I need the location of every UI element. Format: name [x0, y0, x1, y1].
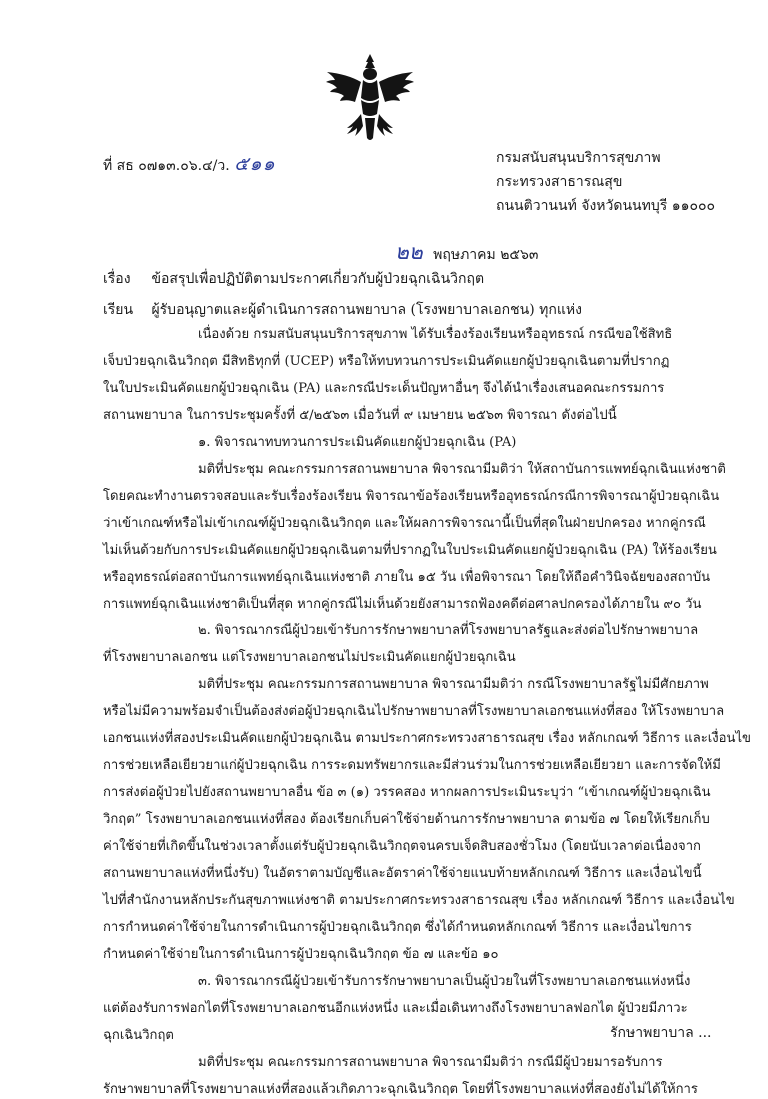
body-line: ไปที่สำนักงานหลักประกันสุขภาพแห่งชาติ ตามประกาศกระทรวงสาธารณสุข เรื่อง หลักเกณฑ์ วิธีการ และเงื่อนไข: [103, 892, 735, 908]
body-line: มติที่ประชุม คณะกรรมการสถานพยาบาล พิจารณามีมติว่า ให้สถาบันการแพทย์ฉุกเฉินแห่งชาติ: [198, 461, 726, 477]
org-line-3: ถนนติวานนท์ จังหวัดนนทบุรี ๑๑๐๐๐: [496, 198, 716, 214]
date-rest: พฤษภาคม ๒๕๖๓: [433, 247, 539, 263]
body-line: ว่าเข้าเกณฑ์หรือไม่เข้าเกณฑ์ผู้ป่วยฉุกเฉินวิกฤต และให้ผลการพิจารณานี้เป็นที่สุดในฝ่ายปกครอง หากคู่กรณี: [103, 515, 706, 531]
body-line: เนื่องด้วย กรมสนับสนุนบริการสุขภาพ ได้รับเรื่องร้องเรียนหรืออุทธรณ์ กรณีขอใช้สิทธิ: [198, 327, 673, 342]
body-line: โดยคณะทำงานตรวจสอบและรับเรื่องร้องเรียน พิจารณาข้อร้องเรียนหรืออุทธรณ์กรณีการพิจารณาผู้ป่วยฉุกเฉิน: [103, 488, 720, 504]
body-line: หรืออุทธรณ์ต่อสถาบันการแพทย์ฉุกเฉินแห่งชาติ ภายใน ๑๕ วัน เพื่อพิจารณา โดยให้ถือคำวินิจฉัยของสถาบัน: [103, 569, 711, 585]
subject-text: ข้อสรุปเพื่อปฏิบัติตามประกาศเกี่ยวกับผู้ป่วยฉุกเฉินวิกฤต: [151, 271, 485, 287]
body-line: การส่งต่อผู้ป่วยไปยังสถานพยาบาลอื่น ข้อ ๓ (๑) วรรคสอง หากผลการประเมินระบุว่า “เข้าเกณฑ์ผู้ป่วยฉุกเฉิน: [103, 785, 711, 801]
document-number-label: ที่ สธ ๐๗๑๓.๐๖.๔/ว.: [103, 158, 230, 174]
body-line: วิกฤต” โรงพยาบาลเอกชนแห่งที่สอง ต้องเรียกเก็บค่าใช้จ่ายด้านการรักษาพยาบาล ตามข้อ ๗ โดยให้เรียกเก็บ: [103, 812, 710, 828]
body-line: เอกชนแห่งที่สองประเมินคัดแยกผู้ป่วยฉุกเฉิน ตามประกาศกระทรวงสาธารณสุข เรื่อง หลักเกณฑ์ วิธีการ และเงื่อนไข: [103, 731, 752, 747]
body-line: หรือไม่มีความพร้อมจำเป็นต้องส่งต่อผู้ป่วยฉุกเฉินไปรักษาพยาบาลที่โรงพยาบาลเอกชนแห่งที่สอง ให้โรงพยาบาล: [103, 704, 725, 720]
body-line: ๓. พิจารณากรณีผู้ป่วยเข้ารับการรักษาพยาบาลเป็นผู้ป่วยในที่โรงพยาบาลเอกชนแห่งหนึ่ง: [198, 973, 691, 989]
document-number-handwritten: ๕๑๑: [234, 153, 276, 175]
body-line: การช่วยเหลือเยียวยาแก่ผู้ป่วยฉุกเฉิน การระดมทรัพยากรและมีส่วนร่วมในการช่วยเหลือเยียวยา และการจัดให้มี: [103, 758, 721, 774]
body-line: มติที่ประชุม คณะกรรมการสถานพยาบาล พิจารณามีมติว่า กรณีมีผู้ป่วยมารอรับการ: [198, 1054, 663, 1070]
body-line: เจ็บป่วยฉุกเฉินวิกฤต มีสิทธิทุกที่ (UCEP) หรือให้ทบทวนการประเมินคัดแยกผู้ป่วยฉุกเฉินตามที่ปรากฏ: [103, 353, 670, 369]
org-line-1: กรมสนับสนุนบริการสุขภาพ: [496, 150, 661, 166]
body-line: ฉุกเฉินวิกฤต: [103, 1027, 174, 1043]
body-line: การแพทย์ฉุกเฉินแห่งชาติเป็นที่สุด หากคู่กรณีไม่เห็นด้วยยังสามารถฟ้องคดีต่อศาลปกครองได้ภายใน ๙๐ วัน: [103, 596, 702, 612]
body-line: สถานพยาบาลแห่งที่หนึ่งรับ) ในอัตราตามบัญชีและอัตราค่าใช้จ่ายแนบท้ายหลักเกณฑ์ วิธีการ และเงื่อนไขนี้: [103, 866, 702, 881]
recipient-text: ผู้รับอนุญาตและผู้ดำเนินการสถานพยาบาล (โรงพยาบาลเอกชน) ทุกแห่ง: [151, 302, 582, 318]
document-number: [103, 149, 276, 179]
document-date: [395, 236, 539, 269]
subject-line: [103, 268, 484, 290]
body-line: กำหนดค่าใช้จ่ายในการดำเนินการผู้ป่วยฉุกเฉินวิกฤต ข้อ ๗ และข้อ ๑๐: [103, 946, 499, 962]
body-line: มติที่ประชุม คณะกรรมการสถานพยาบาล พิจารณามีมติว่า กรณีโรงพยาบาลรัฐไม่มีศักยภาพ: [198, 677, 709, 693]
garuda-emblem-icon: [325, 52, 415, 144]
body-line: แต่ต้องรับการฟอกไตที่โรงพยาบาลเอกชนอีกแห่งหนึ่ง และเมื่อเดินทางถึงโรงพยาบาลฟอกไต ผู้ป่วยมีภาวะ: [103, 1000, 688, 1016]
continuation-text: รักษาพยาบาล ...: [610, 1025, 712, 1041]
date-day-handwritten: ๒๒: [395, 240, 423, 264]
org-line-2: กระทรวงสาธารณสุข: [496, 174, 623, 190]
body-line: ไม่เห็นด้วยกับการประเมินคัดแยกผู้ป่วยฉุกเฉินตามที่ปรากฏในใบประเมินคัดแยกผู้ป่วยฉุกเฉิน (PA) ให้ร้องเรียน: [103, 542, 717, 558]
body-line: ในใบประเมินคัดแยกผู้ป่วยฉุกเฉิน (PA) และกรณีประเด็นปัญหาอื่นๆ จึงได้นำเรื่องเสนอคณะกรรมการ: [103, 380, 665, 396]
subject-label: เรื่อง: [103, 271, 131, 287]
body-line: การกำหนดค่าใช้จ่ายในการดำเนินการผู้ป่วยฉุกเฉินวิกฤต ซึ่งได้กำหนดหลักเกณฑ์ วิธีการ และเงื่อนไขการ: [103, 919, 692, 935]
body-line: ๑. พิจารณาทบทวนการประเมินคัดแยกผู้ป่วยฉุกเฉิน (PA): [198, 434, 517, 450]
body-line: ที่โรงพยาบาลเอกชน แต่โรงพยาบาลเอกชนไม่ประเมินคัดแยกผู้ป่วยฉุกเฉิน: [103, 650, 516, 666]
body-line: ค่าใช้จ่ายที่เกิดขึ้นในช่วงเวลาตั้งแต่รับผู้ป่วยฉุกเฉินวิกฤตจนครบเจ็ดสิบสองชั่วโมง (โดยนับเวลาต่อเนื่องจาก: [103, 839, 701, 855]
recipient-line: [103, 299, 582, 321]
body-line: ๒. พิจารณากรณีผู้ป่วยเข้ารับการรักษาพยาบาลที่โรงพยาบาลรัฐและส่งต่อไปรักษาพยาบาล: [198, 623, 699, 639]
body-line: รักษาพยาบาลที่โรงพยาบาลแห่งที่สองแล้วเกิดภาวะฉุกเฉินวิกฤต โดยที่โรงพยาบาลแห่งที่สองยังไม่ได้ให้การ: [103, 1081, 698, 1097]
body-line: สถานพยาบาล ในการประชุมครั้งที่ ๕/๒๕๖๓ เมื่อวันที่ ๙ เมษายน ๒๕๖๓ พิจารณา ดังต่อไปนี้: [103, 407, 617, 423]
recipient-label: เรียน: [103, 302, 134, 318]
